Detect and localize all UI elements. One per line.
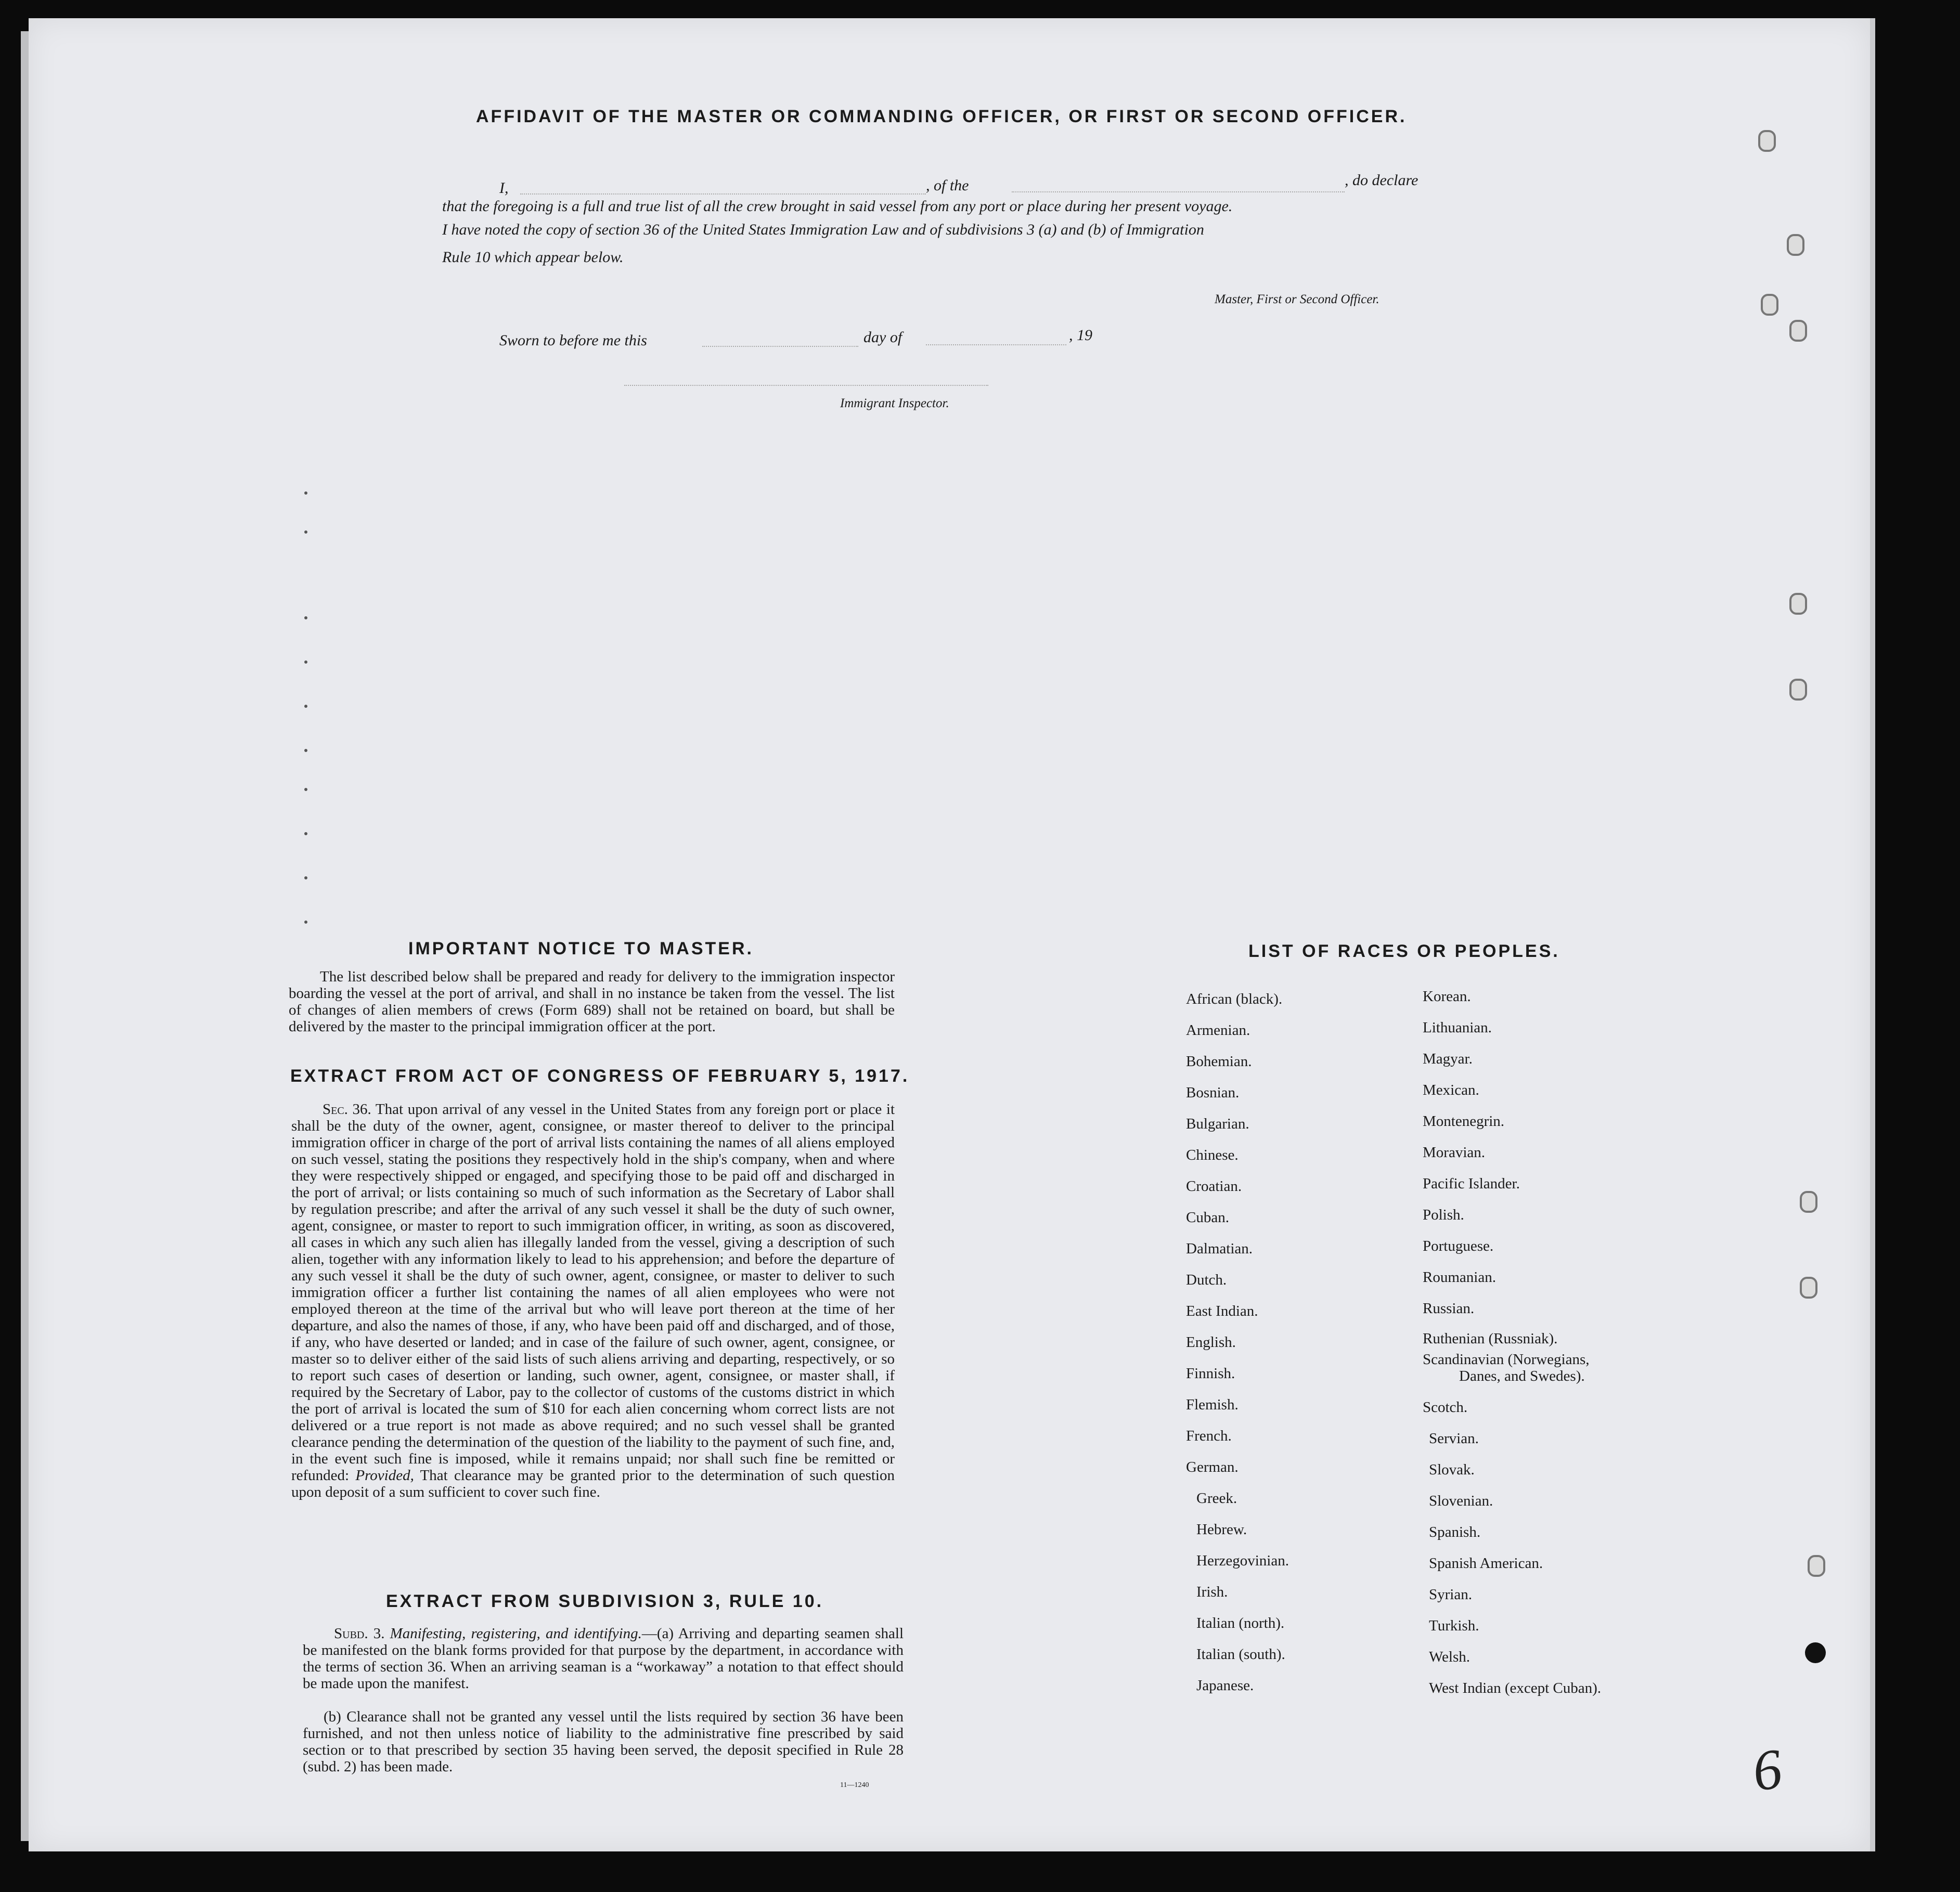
race-item: Slovenian. xyxy=(1429,1493,1493,1509)
race-item: Portuguese. xyxy=(1423,1238,1494,1254)
race-item: Spanish American. xyxy=(1429,1555,1543,1572)
race-item: Chinese. xyxy=(1186,1147,1239,1163)
race-item: Armenian. xyxy=(1186,1022,1250,1039)
race-item: Flemish. xyxy=(1186,1396,1239,1413)
affidavit-declare: , do declare xyxy=(1345,172,1419,189)
race-item: Ruthenian (Russniak). xyxy=(1423,1330,1558,1347)
margin-dot xyxy=(304,616,307,619)
race-item: Hebrew. xyxy=(1196,1521,1247,1538)
inspector-label: Immigrant Inspector. xyxy=(840,396,949,410)
name-blank xyxy=(520,193,926,195)
affidavit-i: I, xyxy=(499,179,509,197)
margin-dot xyxy=(304,876,307,879)
binding-hole xyxy=(1758,130,1776,152)
inspector-signature-line xyxy=(624,385,988,386)
margin-dot xyxy=(304,921,307,924)
race-item: Polish. xyxy=(1423,1207,1464,1223)
race-item: Italian (north). xyxy=(1196,1615,1285,1631)
affidavit-line4: Rule 10 which appear below. xyxy=(442,249,624,266)
race-item: Danes, and Swedes). xyxy=(1459,1368,1585,1384)
affidavit-line2: that the foregoing is a full and true list of all the crew brought in said vessel from any port or place during her present voyage. xyxy=(442,198,1233,215)
subd-label: Subd. 3. xyxy=(334,1625,385,1642)
affidavit-line3: I have noted the copy of section 36 of the United States Immigration Law and of subdivisions 3 (a) and (b) of Immigration xyxy=(442,221,1204,238)
race-item: Irish. xyxy=(1196,1584,1228,1600)
race-item: East Indian. xyxy=(1186,1303,1258,1319)
race-item: Servian. xyxy=(1429,1430,1479,1447)
race-item: Magyar. xyxy=(1423,1051,1473,1067)
race-item: Syrian. xyxy=(1429,1586,1472,1603)
form-number: 11—1240 xyxy=(840,1781,869,1789)
sworn-text: Sworn to before me this xyxy=(499,332,647,349)
race-item: French. xyxy=(1186,1428,1232,1444)
binding-hole xyxy=(1789,320,1807,342)
rule-para-b: (b) Clearance shall not be granted any vessel until the lists required by section 36 have been furnished, and not then unless notice of liability to the administrative fine prescribed by said section or to that prescribed by section 35 having been served, the deposit specified in Rule 28 (subd. 2) has been made. xyxy=(303,1708,904,1775)
proviso-label: Provided, xyxy=(355,1467,414,1484)
race-item: Scotch. xyxy=(1423,1399,1468,1416)
binding-hole xyxy=(1789,679,1807,701)
sworn-day-blank xyxy=(702,346,858,347)
race-item: Bohemian. xyxy=(1186,1053,1252,1070)
race-item: Herzegovinian. xyxy=(1196,1552,1289,1569)
race-item: West Indian (except Cuban). xyxy=(1429,1680,1602,1696)
punched-hole xyxy=(1805,1642,1826,1663)
race-item: English. xyxy=(1186,1334,1236,1351)
race-item: Pacific Islander. xyxy=(1423,1175,1520,1192)
margin-dot xyxy=(304,749,307,752)
race-item: Spanish. xyxy=(1429,1524,1481,1540)
race-item: Moravian. xyxy=(1423,1144,1485,1161)
notice-text: The list described below shall be prepared and ready for delivery to the immigration inspector boarding the vessel at the port of arrival, and shall in no instance be taken from the vessel. The list of changes of alien members of crews (Form 689) shall not be retained on board, but shall be delivered by the master to the principal immigration officer at the port. xyxy=(289,968,895,1035)
act-title: EXTRACT FROM ACT OF CONGRESS OF FEBRUARY 5, 1917. xyxy=(290,1066,910,1086)
race-item: Dalmatian. xyxy=(1186,1240,1253,1257)
binding-hole xyxy=(1789,593,1807,615)
subd-heading: Manifesting, registering, and identifying. xyxy=(390,1625,642,1642)
race-item: Japanese. xyxy=(1196,1677,1254,1694)
race-item: Montenegrin. xyxy=(1423,1113,1505,1130)
affidavit-title: AFFIDAVIT OF THE MASTER OR COMMANDING OFFICER, OR FIRST OR SECOND OFFICER. xyxy=(476,107,1407,126)
binding-hole xyxy=(1800,1277,1817,1299)
race-item: Slovak. xyxy=(1429,1461,1475,1478)
race-item: Scandinavian (Norwegians, xyxy=(1423,1351,1590,1368)
race-item: Welsh. xyxy=(1429,1649,1471,1665)
race-item: Croatian. xyxy=(1186,1178,1242,1195)
race-item: German. xyxy=(1186,1459,1239,1475)
margin-dot xyxy=(304,660,307,664)
para-a-text: —(a) Arriving and departing seamen shall be manifested on the blank forms provided for that purpose by the department, in accordance with the terms of section 36. When an arriving seaman is a “workaway” a notation to that effect should be made upon the manifest. xyxy=(303,1625,904,1692)
act-text: That upon arrival of any vessel in the United States from any foreign port or place it shall be the duty of the owner, agent, consignee, or master thereof to deliver to the principal immigration officer in charge of the port of arrival lists containing the names of all aliens employed on such vessel, stating the positions they respectively hold in the ship's company, when and where they were respectively shipped or engaged, and specifying those to be paid off and discharged in the port of arrival; or lists containing so much of such information as the Secretary of Labor shall by regulation prescribe; and after the arrival of any such vessel it shall be the duty of such owner, agent, consignee, or master to report to such immigration officer, in writing, as soon as discovered, all cases in which any such alien has illegally landed from the vessel, giving a description of such alien, together with any information likely to lead to his apprehension; and before the departure of any such vessel it shall be the duty of such owner, agent, consignee, or master to deliver to such immigration officer a further list containing the names of all alien employees who were not employed thereon at the time of the arrival but who will leave port thereon at the time of her departure, and also the names of those, if any, who have been paid off and discharged, and of those, if any, who have deserted or landed; and in case of the failure of such owner, agent, consignee, or master so to deliver either of the said lists of such aliens arriving and departing, respectively, or so to report such cases of desertion or landing, such owner, agent, consignee, or master shall, if required by the Secretary of Labor, pay to the collector of customs of the customs district in which the port of arrival is located the sum of $10 for each alien concerning whom correct lists are not delivered or a true report is not made as above required; and no such vessel shall be granted clearance pending the determination of the question of the liability to the payment of such fine, and, in the event such fine is imposed, while it remains unpaid; nor shall such fine be remitted or refunded: xyxy=(291,1101,895,1484)
race-item: Bulgarian. xyxy=(1186,1116,1249,1132)
sworn-year: , 19 xyxy=(1069,327,1092,344)
margin-dot xyxy=(304,705,307,708)
sworn-month-blank xyxy=(926,344,1066,345)
race-item: Bosnian. xyxy=(1186,1084,1240,1101)
race-item: Korean. xyxy=(1423,988,1471,1005)
sheet-edge xyxy=(21,31,29,1841)
race-item: Turkish. xyxy=(1429,1617,1479,1634)
race-item: Lithuanian. xyxy=(1423,1019,1492,1036)
handwritten-page-mark: 6 xyxy=(1748,1736,1786,1804)
sec-label: Sec. 36. xyxy=(323,1101,371,1118)
margin-dot xyxy=(304,491,307,495)
margin-dot xyxy=(304,832,307,835)
race-item: Cuban. xyxy=(1186,1209,1229,1226)
race-item: Russian. xyxy=(1423,1300,1475,1317)
notice-title: IMPORTANT NOTICE TO MASTER. xyxy=(408,939,754,958)
vessel-blank xyxy=(1012,191,1345,192)
races-title: LIST OF RACES OR PEOPLES. xyxy=(1248,941,1560,961)
race-item: Mexican. xyxy=(1423,1082,1479,1098)
rule-title: EXTRACT FROM SUBDIVISION 3, RULE 10. xyxy=(386,1591,824,1611)
rule-para-a xyxy=(303,1625,904,1692)
binding-hole xyxy=(1808,1555,1825,1577)
affidavit-of-the: , of the xyxy=(926,177,969,194)
race-item: African (black). xyxy=(1186,991,1283,1007)
document-page xyxy=(29,18,1875,1851)
proviso-text: That clearance may be granted prior to the determination of such question upon deposit of a sum sufficient to cover such fine. xyxy=(291,1467,895,1500)
race-item: Roumanian. xyxy=(1423,1269,1496,1286)
binding-hole xyxy=(1800,1191,1817,1213)
race-item: Finnish. xyxy=(1186,1365,1235,1382)
margin-dot xyxy=(304,530,307,534)
binding-hole xyxy=(1761,294,1778,316)
binding-hole xyxy=(1787,234,1804,256)
signature-label: Master, First or Second Officer. xyxy=(1215,292,1379,306)
sworn-day-of: day of xyxy=(863,329,902,346)
race-item: Greek. xyxy=(1196,1490,1237,1507)
act-body xyxy=(291,1101,895,1500)
race-item: Dutch. xyxy=(1186,1272,1227,1288)
race-item: Italian (south). xyxy=(1196,1646,1285,1663)
margin-dot xyxy=(304,788,307,791)
